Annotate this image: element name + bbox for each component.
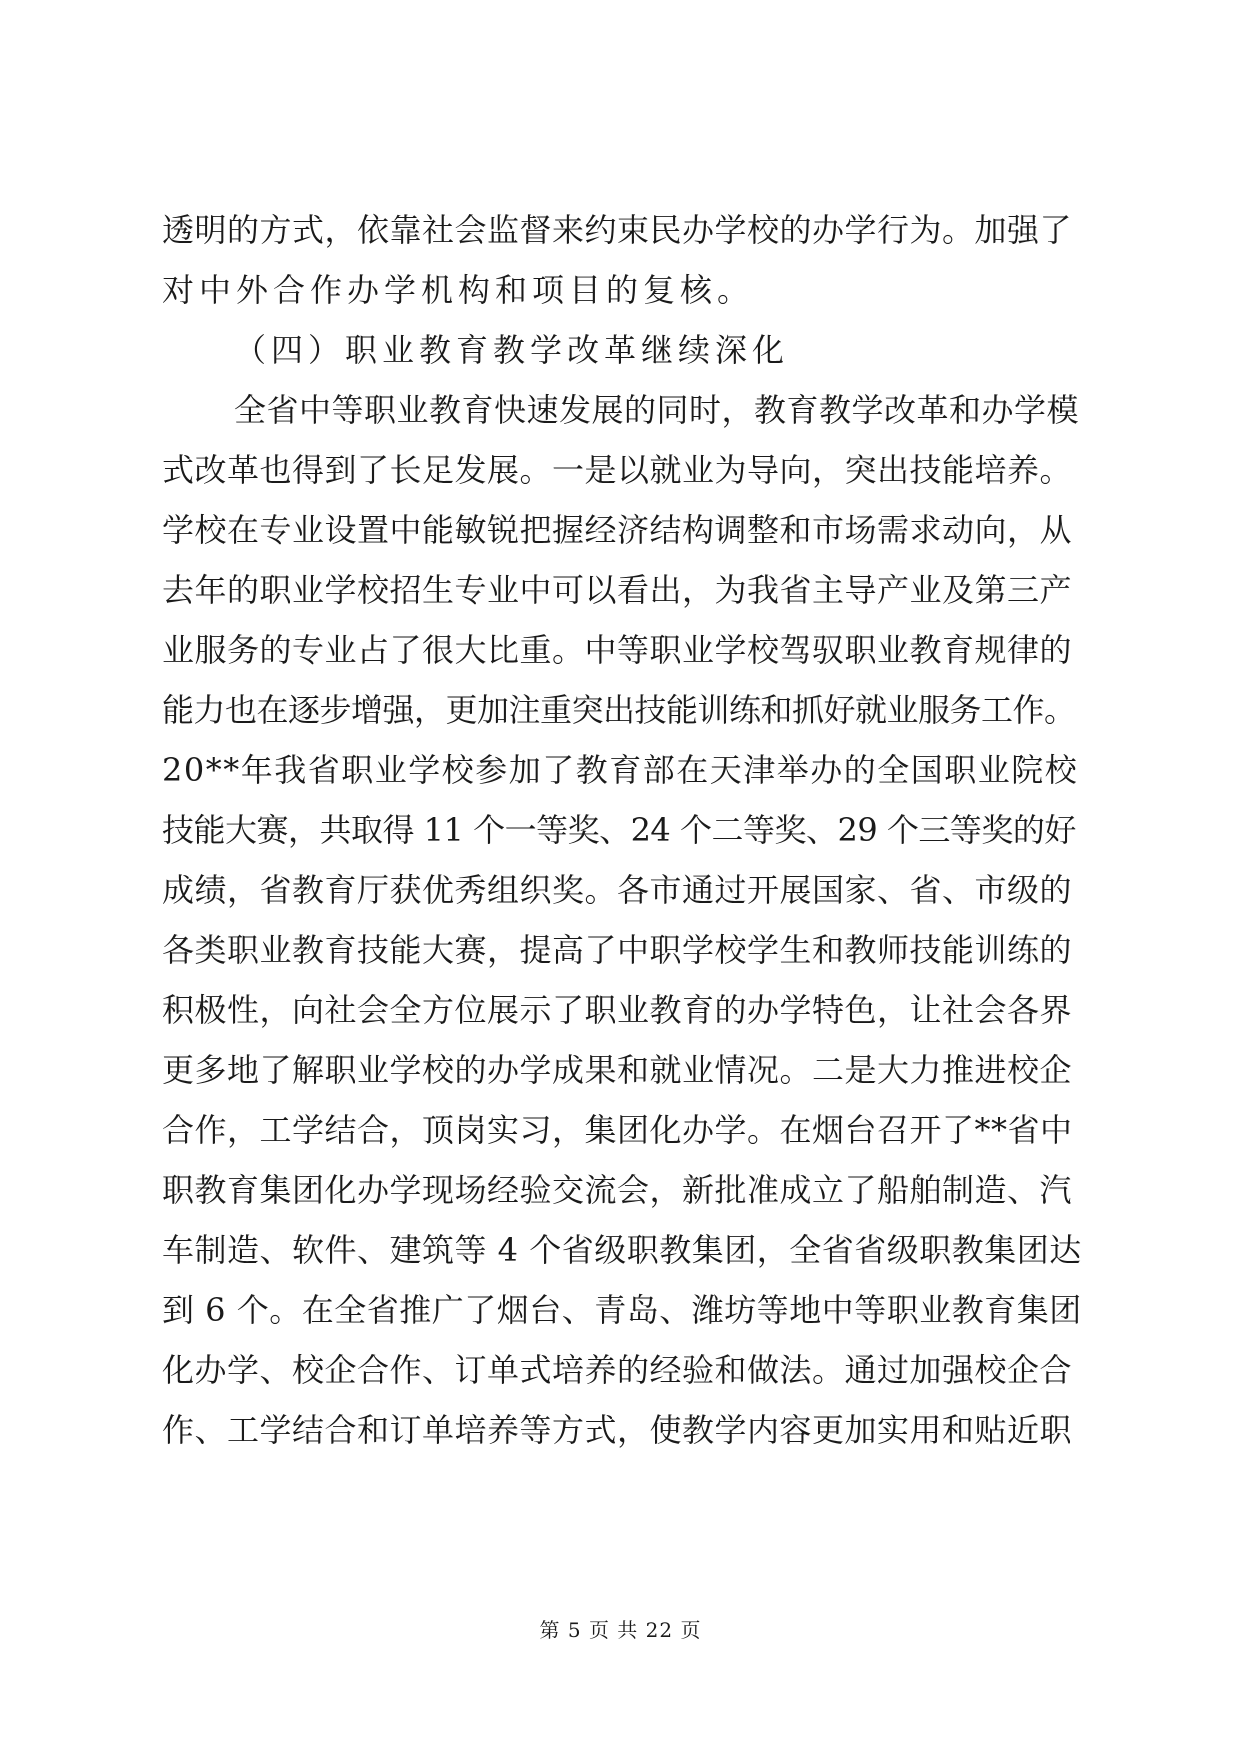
text-line: 透明的方式，依靠社会监督来约束民办学校的办学行为。加强了 [162,211,1073,249]
text-line: 技能大赛，共取得 11 个一等奖、24 个二等奖、29 个三等奖的好 [162,811,1076,849]
text-line: 去年的职业学校招生专业中可以看出，为我省主导产业及第三产 [162,571,1073,609]
text-line: 全省中等职业教育快速发展的同时，教育教学改革和办学模 [234,391,1080,429]
section-heading: （四）职业教育教学改革继续深化 [234,331,790,369]
text-line: 成绩，省教育厅获优秀组织奖。各市通过开展国家、省、市级的 [162,871,1073,909]
text-line: 能力也在逐步增强，更加注重突出技能训练和抓好就业服务工作。 [162,691,1076,729]
text-line: 职教育集团化办学现场经验交流会，新批准成立了船舶制造、汽 [162,1171,1073,1209]
text-line: 作、工学结合和订单培养等方式，使教学内容更加实用和贴近职 [162,1411,1073,1449]
text-line: 化办学、校企合作、订单式培养的经验和做法。通过加强校企合 [162,1351,1073,1389]
text-line: 车制造、软件、建筑等 4 个省级职教集团，全省省级职教集团达 [162,1231,1082,1269]
page-number-footer: 第 5 页 共 22 页 [539,1618,702,1642]
text-line: 对中外合作办学机构和项目的复核。 [162,271,755,309]
text-line: 业服务的专业占了很大比重。中等职业学校驾驭职业教育规律的 [162,631,1073,669]
text-line: 各类职业教育技能大赛，提高了中职学校学生和教师技能训练的 [162,931,1073,969]
text-line: 到 6 个。在全省推广了烟台、青岛、潍坊等地中等职业教育集团 [162,1291,1082,1329]
text-line: 学校在专业设置中能敏锐把握经济结构调整和市场需求动向，从 [162,511,1073,549]
text-line: 更多地了解职业学校的办学成果和就业情况。二是大力推进校企 [162,1051,1073,1089]
text-line: 合作，工学结合，顶岗实习，集团化办学。在烟台召开了**省中 [162,1111,1073,1149]
text-line: 20**年我省职业学校参加了教育部在天津举办的全国职业院校 [162,751,1079,789]
text-line: 式改革也得到了长足发展。一是以就业为导向，突出技能培养。 [162,451,1073,489]
text-line: 积极性，向社会全方位展示了职业教育的办学特色，让社会各界 [162,991,1073,1029]
